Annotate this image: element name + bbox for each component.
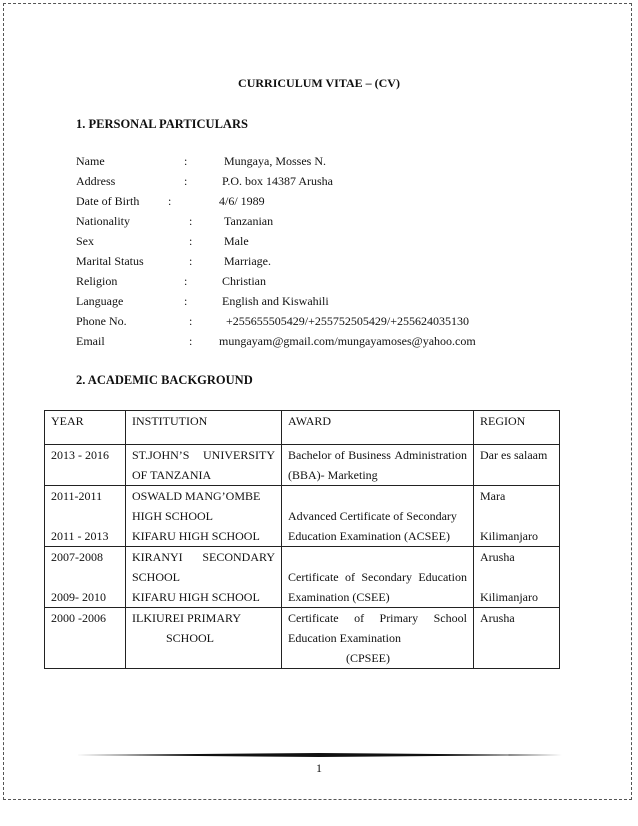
cell-award <box>282 547 474 608</box>
cell-line: SCHOOL <box>166 631 215 645</box>
cell-award <box>282 445 474 486</box>
cell-line <box>480 465 553 485</box>
cell-line: Dar es salaam <box>480 448 548 462</box>
table-row <box>45 547 560 608</box>
table-row <box>45 445 560 486</box>
cell-line: Advanced Certificate of Secondary <box>288 509 457 523</box>
cell-line <box>480 506 553 526</box>
personal-label: Date of Birth <box>76 194 140 208</box>
personal-value: Christian <box>222 274 266 288</box>
cell-institution <box>126 486 282 547</box>
cell-line: Kilimanjaro <box>480 529 538 543</box>
cell-year <box>45 547 126 608</box>
table-row <box>45 608 560 669</box>
cell-line: KIFARU HIGH SCHOOL <box>132 529 260 543</box>
cell-word: of <box>344 570 355 584</box>
header-region: REGION <box>474 411 560 445</box>
cell-line: Kilimanjaro <box>480 590 538 604</box>
cell-line <box>132 547 275 567</box>
header-award: AWARD <box>282 411 474 445</box>
cell-word: UNIVERSITY <box>203 448 275 462</box>
personal-label: Email <box>76 334 105 348</box>
personal-label: Nationality <box>76 214 130 228</box>
cell-line <box>51 567 119 587</box>
cell-year <box>45 608 126 669</box>
cell-word: KIRANYI <box>132 550 183 564</box>
cell-year <box>45 486 126 547</box>
personal-label: Sex <box>76 234 94 248</box>
personal-colon: : <box>168 194 172 208</box>
personal-value: P.O. box 14387 Arusha <box>222 174 334 188</box>
cell-line: ILKIUREI PRIMARY <box>132 611 242 625</box>
cell-award <box>282 486 474 547</box>
cell-line <box>480 567 553 587</box>
cell-region <box>474 486 560 547</box>
cell-word: Bachelor <box>288 448 332 462</box>
cell-line <box>480 628 553 648</box>
cell-line: 2009- 2010 <box>51 590 106 604</box>
cell-word: Certificate <box>288 570 339 584</box>
cell-line <box>288 567 467 587</box>
cell-line <box>288 445 467 465</box>
personal-value: 4/6/ 1989 <box>219 194 265 208</box>
cell-word: Education <box>418 570 467 584</box>
footer-rule <box>76 753 562 757</box>
cell-line: Mara <box>480 489 506 503</box>
personal-colon: : <box>189 234 193 248</box>
personal-colon: : <box>184 154 188 168</box>
personal-value: +255655505429/+255752505429/+255624035130 <box>226 314 469 328</box>
cell-line <box>480 648 553 668</box>
personal-value: Mungaya, Mosses N. <box>224 154 326 168</box>
document-title: CURRICULUM VITAE – (CV) <box>238 76 400 90</box>
cell-line <box>51 465 119 485</box>
cell-line: OSWALD MANG’OMBE <box>132 489 261 503</box>
cell-line <box>132 648 275 668</box>
personal-value: Male <box>224 234 249 248</box>
header-institution: INSTITUTION <box>126 411 282 445</box>
cell-line: 2007-2008 <box>51 550 103 564</box>
cell-line <box>51 648 119 668</box>
cell-line: (CPSEE) <box>346 651 391 665</box>
cell-word: Primary <box>379 611 419 625</box>
cell-line: Examination (CSEE) <box>288 590 390 604</box>
cell-line <box>51 506 119 526</box>
cell-line: Education Examination (ACSEE) <box>288 529 450 543</box>
cell-line: Education Examination <box>288 631 401 645</box>
personal-label: Language <box>76 294 124 308</box>
cell-line <box>132 445 275 465</box>
cell-line: 2011-2011 <box>51 489 103 503</box>
personal-label: Address <box>76 174 116 188</box>
personal-colon: : <box>184 294 188 308</box>
cell-region <box>474 547 560 608</box>
cell-line <box>288 608 467 628</box>
cell-institution <box>126 547 282 608</box>
cell-line <box>288 547 467 567</box>
academic-background-heading: 2. ACADEMIC BACKGROUND <box>76 373 253 387</box>
cell-line <box>288 486 467 506</box>
personal-colon: : <box>189 314 193 328</box>
personal-colon: : <box>189 254 193 268</box>
personal-particulars-heading: 1. PERSONAL PARTICULARS <box>76 117 248 131</box>
cell-line: 2000 -2006 <box>51 611 106 625</box>
cell-line: 2013 - 2016 <box>51 448 109 462</box>
cell-word: Secondary <box>361 570 412 584</box>
cell-word: Certificate <box>288 611 339 625</box>
personal-value: Tanzanian <box>224 214 274 228</box>
personal-colon: : <box>189 334 193 348</box>
cell-line: KIFARU HIGH SCHOOL <box>132 590 260 604</box>
personal-value: English and Kiswahili <box>222 294 329 308</box>
cell-line: HIGH SCHOOL <box>132 509 213 523</box>
cell-word: of <box>354 611 365 625</box>
cell-line: 2011 - 2013 <box>51 529 109 543</box>
cell-award <box>282 608 474 669</box>
personal-colon: : <box>184 174 188 188</box>
personal-label: Marital Status <box>76 254 144 268</box>
personal-label: Religion <box>76 274 118 288</box>
header-year: YEAR <box>45 411 126 445</box>
cell-line: SCHOOL <box>132 570 181 584</box>
cell-region <box>474 608 560 669</box>
cell-line <box>51 628 119 648</box>
cell-word: Administration <box>394 448 467 462</box>
personal-colon: : <box>184 274 188 288</box>
personal-label: Phone No. <box>76 314 127 328</box>
cell-year <box>45 445 126 486</box>
cell-line: Arusha <box>480 550 515 564</box>
cell-line: (BBA)- Marketing <box>288 468 378 482</box>
cell-region <box>474 445 560 486</box>
table-header-row <box>45 411 560 445</box>
cell-word: Business <box>348 448 391 462</box>
cell-institution <box>126 608 282 669</box>
personal-colon: : <box>189 214 193 228</box>
personal-label: Name <box>76 154 105 168</box>
page-number: 1 <box>316 761 322 775</box>
cell-institution <box>126 445 282 486</box>
personal-value: mungayam@gmail.com/mungayamoses@yahoo.com <box>219 334 476 348</box>
cell-line: Arusha <box>480 611 515 625</box>
academic-table <box>44 410 560 669</box>
personal-value: Marriage. <box>224 254 271 268</box>
cell-word: School <box>433 611 467 625</box>
table-row <box>45 486 560 547</box>
cell-word: ST.JOHN’S <box>132 448 190 462</box>
cell-word: SECONDARY <box>202 550 275 564</box>
cell-word: of <box>334 448 345 462</box>
cell-line: OF TANZANIA <box>132 468 212 482</box>
